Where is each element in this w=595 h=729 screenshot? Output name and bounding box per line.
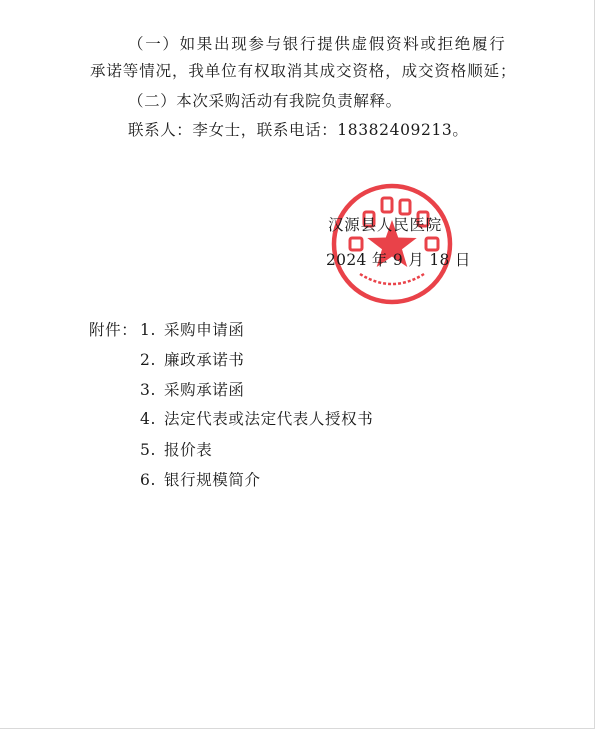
attachment-item [140,412,373,428]
attachment-item [140,473,261,489]
attachment-title: 采购承诺函 [164,381,245,399]
attachment-title: 银行规模简介 [164,471,261,489]
contact-line: 联系人：李女士，联系电话：18382409213。 [128,121,469,139]
paragraph-clause-one: （一）如果出现参与银行提供虚假资料或拒绝履行 [128,35,507,53]
attachment-number: 4. [140,410,156,428]
attachment-number: 6. [140,471,156,489]
paragraph-clause-two: （二）本次采购活动有我院负责解释。 [128,92,402,110]
attachment-title: 报价表 [164,441,213,459]
issuing-organization: 汉源县人民医院 [328,216,443,234]
attachment-title: 法定代表或法定代表人授权书 [164,410,374,428]
attachment-number: 2. [140,351,156,369]
attachment-number: 1. [140,321,156,339]
attachment-item [140,323,245,339]
paragraph-clause-one-continued: 承诺等情况，我单位有权取消其成交资格，成交资格顺延； [90,62,517,80]
attachment-number: 3. [140,381,156,399]
attachment-title: 廉政承诺书 [164,351,245,369]
attachment-item [140,383,245,399]
attachment-number: 5. [140,441,156,459]
official-seal-stamp [330,182,454,306]
attachment-item [140,443,212,459]
attachments-label: 附件： [89,321,138,339]
attachment-title: 采购申请函 [164,321,245,339]
issue-date: 2024 年 9 月 18 日 [326,251,471,269]
attachment-item [140,353,245,369]
